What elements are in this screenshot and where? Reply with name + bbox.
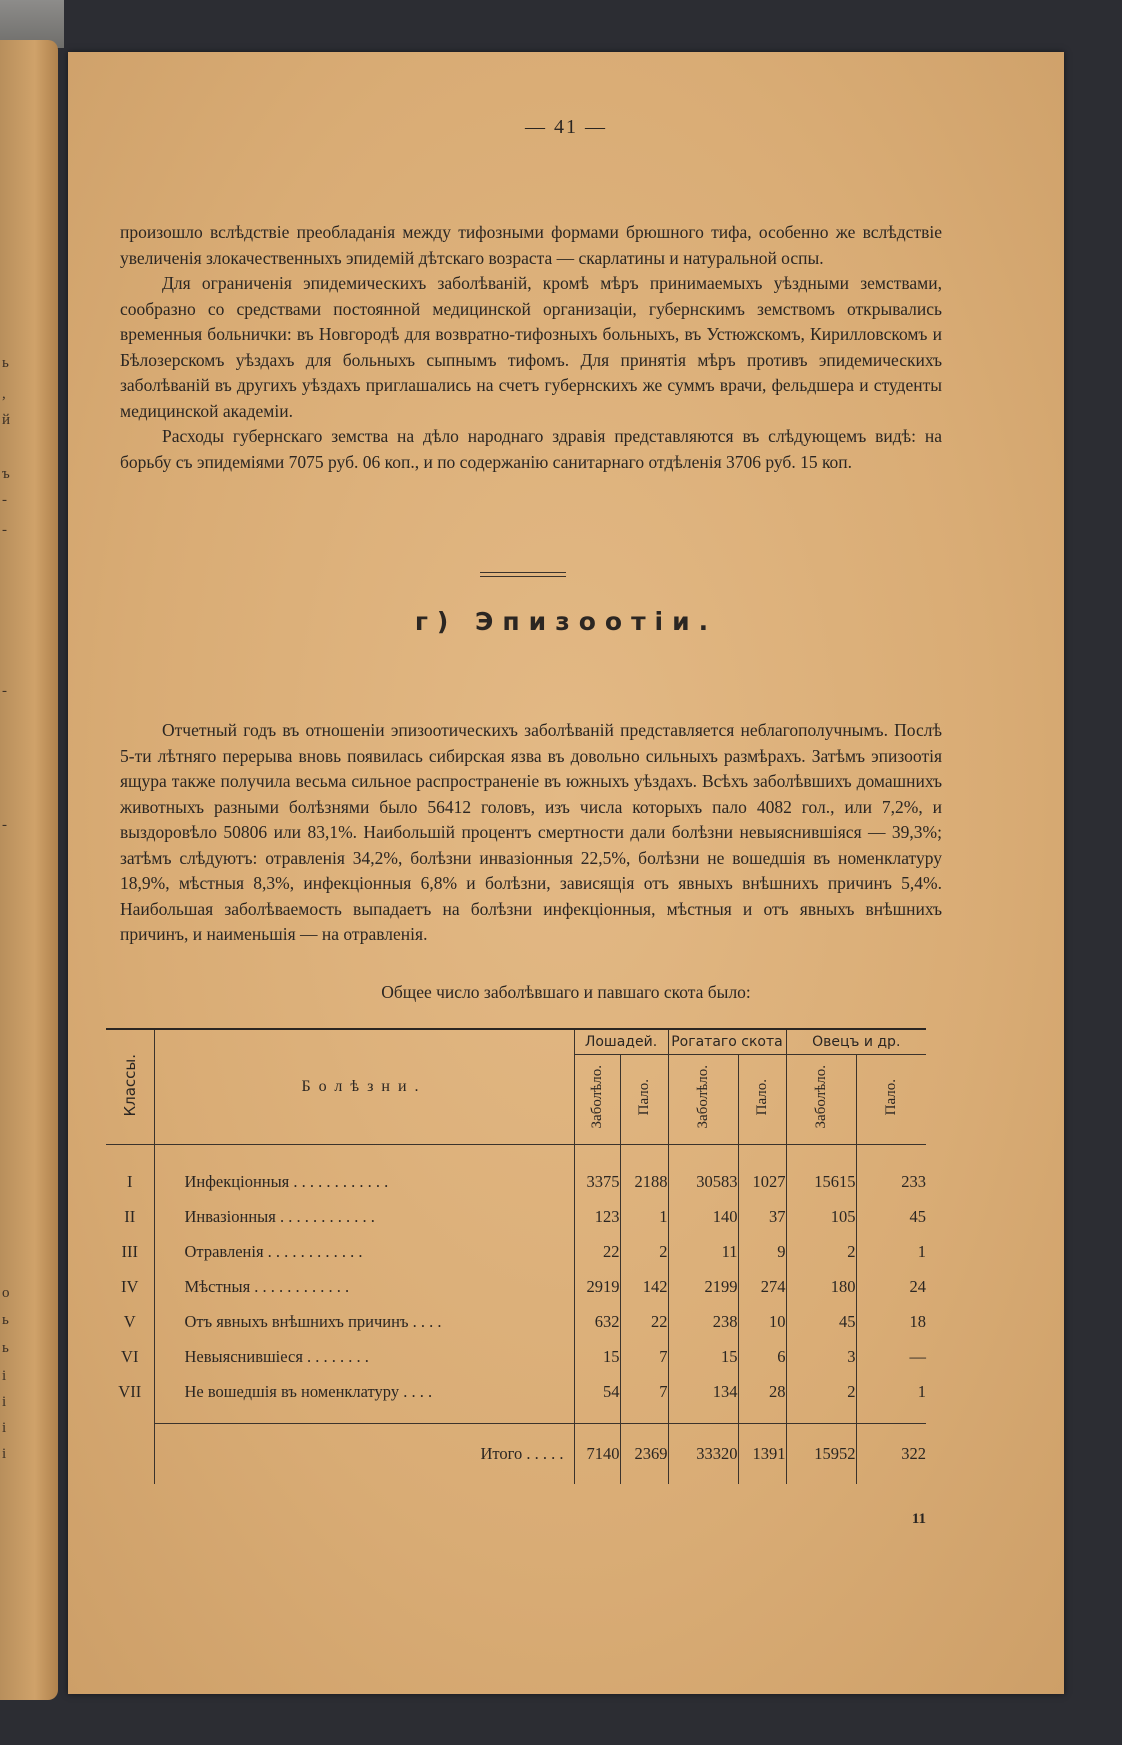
livestock-table [106,1028,926,1484]
value-cell: 2 [786,1235,856,1270]
class-cell: I [127,1172,133,1191]
value-cell: 22 [620,1305,668,1340]
signature-mark: 11 [911,1511,926,1527]
value-cell: 1 [856,1375,926,1410]
left-mark: і [2,1394,7,1410]
value-cell: 2919 [574,1270,620,1305]
paragraph: Расходы губернскаго земства на дѣло народнаго здравія представляются въ слѣдующемъ видѣ: на борьбу съ эпидеміями 7075 руб. 06 коп., и по содержанію санитарнаго отдѣленія 3706 руб. 15 коп. [120,426,942,472]
left-mark: ъ [2,466,10,482]
total-label: Итого . . . . . [154,1424,574,1485]
value-cell: 7 [620,1375,668,1410]
disease-name-cell: Инфекціонныя . . . . . . . . . . . . [154,1165,574,1200]
epizootics-text [120,718,942,948]
value-cell: 1027 [738,1165,786,1200]
total-cell: 15952 [786,1424,856,1485]
value-cell: 28 [738,1375,786,1410]
value-cell: 15 [668,1340,738,1375]
table-caption: Общее число заболѣвшаго и павшаго скота было: [381,982,751,1002]
left-mark: і [2,1368,7,1384]
class-cell: VII [118,1382,142,1401]
left-mark: , [2,386,6,402]
value-cell: 632 [574,1305,620,1340]
left-mark: - [2,522,7,538]
sick-header: Заболѣло. [786,1055,856,1145]
left-mark: і [2,1446,7,1462]
value-cell: 18 [856,1305,926,1340]
left-mark: ь [2,1340,9,1356]
value-cell: 1 [620,1200,668,1235]
table-row [106,1200,926,1235]
disease-name-cell: Инвазіонныя . . . . . . . . . . . . [154,1200,574,1235]
paragraph: Отчетный годъ въ отношеніи эпизоотическихъ заболѣваній представляется неблагополучнымъ. Послѣ 5-ти лѣтняго перерыва вновь появилась сибирская язва въ довольно сильныхъ размѣрахъ. Затѣмъ эпизоотія ящура также получила весьма сильное распространеніе въ южныхъ уѣздахъ. Всѣхъ заболѣвшихъ домашнихъ животныхъ разными болѣзнями было 56412 головъ, изъ числа которыхъ пало 4082 гол., или 7,2%, и выздоровѣло 50806 или 83,1%. Наибольшій процентъ смертности дали болѣзни невыяснившіяся — 39,3%; затѣмъ слѣдуютъ: отравленія 34,2%, болѣзни инвазіонныя 22,5%, болѣзни не вошедшія въ номенклатуру 18,9%, мѣстныя 8,3%, инфекціонныя 6,8% и болѣзни, зависящія отъ явныхъ внѣшнихъ причинъ 5,4%. Наибольшая заболѣваемость выпадаетъ на болѣзни инфекціонныя, мѣстныя и отъ явныхъ внѣшнихъ причинъ, и наименьшія — на отравленія. [120,720,942,944]
value-cell: 142 [620,1270,668,1305]
disease-name-cell: Мѣстныя . . . . . . . . . . . . [154,1270,574,1305]
value-cell: 2199 [668,1270,738,1305]
table-row [106,1270,926,1305]
value-cell: 134 [668,1375,738,1410]
total-cell: 322 [856,1424,926,1485]
left-page-edge [0,40,58,1700]
group-header-horses: Лошадей. [574,1029,668,1055]
disease-name-cell: Отъ явныхъ внѣшнихъ причинъ . . . . [154,1305,574,1340]
value-cell: 3 [786,1340,856,1375]
total-cell: 2369 [620,1424,668,1485]
left-mark: ь [2,1312,9,1328]
disease-name-cell: Отравленія . . . . . . . . . . . . [154,1235,574,1270]
table-row [106,1305,926,1340]
value-cell: 1 [856,1235,926,1270]
section-title: г) Эпизоотіи. [414,607,718,636]
table-body [106,1165,926,1410]
value-cell: 24 [856,1270,926,1305]
total-cell: 33320 [668,1424,738,1485]
class-cell: VI [121,1347,139,1366]
value-cell: 233 [856,1165,926,1200]
dead-header: Пало. [620,1055,668,1145]
disease-name-cell: Невыяснившіеся . . . . . . . . [154,1340,574,1375]
left-mark: - [2,817,7,833]
left-page-marks [0,40,40,1700]
sick-header: Заболѣло. [574,1055,620,1145]
group-header-sheep: Овецъ и др. [786,1029,926,1055]
value-cell: 123 [574,1200,620,1235]
group-header-cattle: Рогатаго скота [668,1029,786,1055]
value-cell: 15615 [786,1165,856,1200]
value-cell: 180 [786,1270,856,1305]
dead-header: Пало. [738,1055,786,1145]
value-cell: 37 [738,1200,786,1235]
value-cell: 10 [738,1305,786,1340]
table-row [106,1165,926,1200]
sick-header: Заболѣло. [668,1055,738,1145]
value-cell: 105 [786,1200,856,1235]
value-cell: 45 [856,1200,926,1235]
left-mark: й [2,412,11,428]
left-mark: - [2,683,7,699]
table-row [106,1340,926,1375]
value-cell: 11 [668,1235,738,1270]
section-divider [480,572,566,577]
value-cell: 2 [620,1235,668,1270]
value-cell: 30583 [668,1165,738,1200]
class-cell: II [124,1207,136,1226]
total-row [106,1424,926,1485]
value-cell: 6 [738,1340,786,1375]
paragraph: произошло вслѣдствіе преобладанія между тифозными формами брюшного тифа, особенно же вслѣдствіе увеличенія злокачественныхъ эпидемій дѣтскаго возраста — скарлатины и натуральной оспы. [120,222,942,268]
left-mark: о [2,1285,10,1301]
table-row [106,1235,926,1270]
left-mark: і [2,1420,7,1436]
intro-text [120,220,942,475]
value-cell: 22 [574,1235,620,1270]
total-cell: 7140 [574,1424,620,1485]
value-cell: 238 [668,1305,738,1340]
document-page [68,52,1064,1694]
dead-header: Пало. [856,1055,926,1145]
left-mark: ь [2,355,9,371]
value-cell: 140 [668,1200,738,1235]
value-cell: — [856,1340,926,1375]
value-cell: 274 [738,1270,786,1305]
class-cell: IV [121,1277,139,1296]
total-cell: 1391 [738,1424,786,1485]
value-cell: 3375 [574,1165,620,1200]
value-cell: 7 [620,1340,668,1375]
value-cell: 45 [786,1305,856,1340]
diseases-header: Болѣзни. [154,1029,574,1145]
value-cell: 9 [738,1235,786,1270]
class-cell: III [121,1242,138,1261]
value-cell: 15 [574,1340,620,1375]
page-number: — 41 — [525,116,607,138]
value-cell: 2 [786,1375,856,1410]
paragraph: Для ограниченія эпидемическихъ заболѣваній, кромѣ мѣръ принимаемыхъ уѣздными земствами, сообразно со средствами постоянной медицинской организаціи, губернскимъ земствомъ открывались временныя больнички: въ Новгородѣ для возвратно-тифозныхъ больныхъ, въ Устюжскомъ, Кирилловскомъ и Бѣлозерскомъ уѣздахъ для больныхъ сыпнымъ тифомъ. Для принятія мѣръ противъ эпидемическихъ заболѣваній въ другихъ уѣздахъ приглашались на счетъ губернскихъ же суммъ врачи, фельдшера и студенты медицинской академіи. [120,273,942,421]
value-cell: 2188 [620,1165,668,1200]
classes-header: Классы. [106,1029,154,1145]
class-cell: V [123,1312,136,1331]
disease-name-cell: Не вошедшія въ номенклатуру . . . . [154,1375,574,1410]
table-row [106,1375,926,1410]
left-mark: - [2,492,7,508]
value-cell: 54 [574,1375,620,1410]
